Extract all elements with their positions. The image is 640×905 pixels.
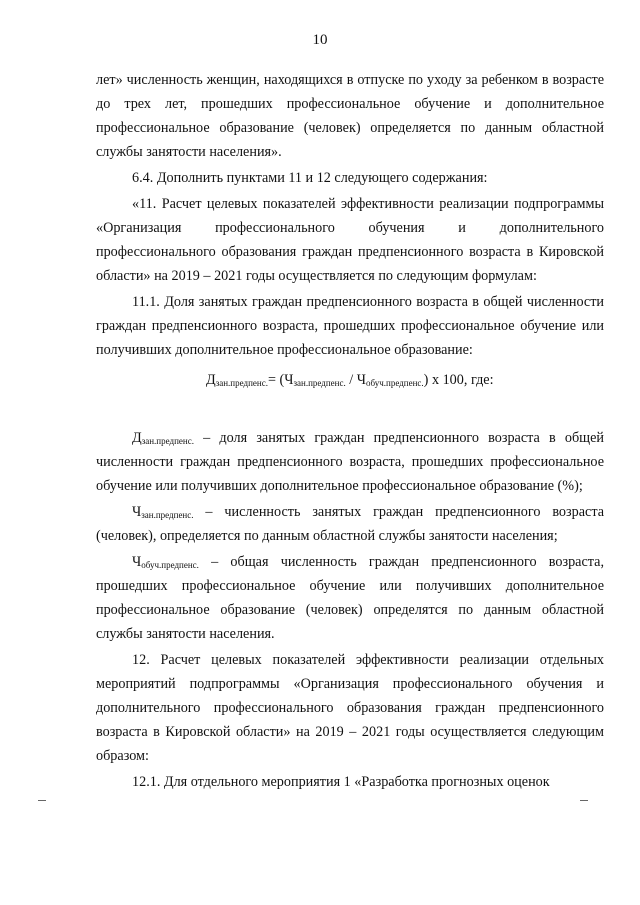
paragraph-12-1: 12.1. Для отдельного мероприятия 1 «Разработка прогнозных оценок	[132, 774, 550, 790]
def-ch-zan-sub: зан.предпенс.	[141, 510, 194, 520]
paragraph-11-1: 11.1. Доля занятых граждан предпенсионного возраста в общей численности граждан предпенсионного возраста, прошедших профессиональное обучение или получивших дополнительное профессиональное образование:	[96, 294, 604, 358]
formula-lhs-symbol: Д	[206, 372, 216, 388]
formula-num-sub: зан.предпенс.	[293, 378, 346, 388]
def-ch-obuch-sub: обуч.предпенс.	[141, 560, 199, 570]
definition-ch-obuch	[96, 550, 604, 646]
formula-tail: ) x 100, где:	[423, 372, 494, 388]
def-ch-obuch-symbol: Ч	[132, 554, 142, 570]
formula-den-symbol: Ч	[356, 372, 367, 388]
formula-slash: /	[345, 372, 357, 388]
formula-den-sub: обуч.предпенс.	[366, 378, 424, 388]
paragraph-12: 12. Расчет целевых показателей эффективности реализации отдельных мероприятий подпрограммы «Организация профессионального обучения и дополнительного профессионального образования граждан предпенсионного возраста в Кировской области» на 2019 – 2021 годы осуществляется следующим образом:	[96, 652, 604, 764]
def-ch-zan-symbol: Ч	[132, 504, 142, 520]
formula-spacer	[96, 392, 604, 426]
scan-artifact-mark	[38, 800, 46, 801]
def-ch-obuch-text: – общая численность граждан предпенсионного возраста, прошедших профессиональное обучение или получивших дополнительное профессиональное образование (человек) определятся по данным областной службы занятости населения.	[96, 554, 604, 642]
formula	[96, 368, 604, 392]
def-d-text: – доля занятых граждан предпенсионного возраста в общей численности граждан предпенсионного возраста, прошедших профессиональное обучение или получивших дополнительное профессиональное образование (%);	[96, 430, 604, 494]
def-ch-zan-text: – численность занятых граждан предпенсионного возраста (человек), определяется по данным областной службы занятости населения;	[96, 504, 604, 544]
def-d-sub: зан.предпенс.	[141, 436, 194, 446]
scan-artifact-mark	[580, 800, 588, 801]
paragraph-continuation: лет» численность женщин, находящихся в отпуске по уходу за ребенком в возрасте до трех лет, прошедших профессиональное обучение и дополнительное профессиональное образование (человек) определяется по данным областной службы занятости населения».	[96, 72, 604, 160]
def-d-symbol: Д	[132, 430, 142, 446]
document-body	[96, 68, 604, 794]
formula-num-symbol: Ч	[284, 372, 294, 388]
paragraph-11: «11. Расчет целевых показателей эффективности реализации подпрограммы «Организация профессионального обучения и дополнительного профессионального образования граждан предпенсионного возраста в Кировской области» на 2019 – 2021 годы осуществляется по следующим формулам:	[96, 196, 604, 284]
definition-ch-zan	[96, 500, 604, 548]
formula-eq: = (	[267, 372, 285, 388]
formula-lhs-sub: зан.предпенс.	[215, 378, 268, 388]
definition-d-zan	[96, 426, 604, 498]
paragraph-6-4: 6.4. Дополнить пунктами 11 и 12 следующего содержания:	[132, 170, 488, 186]
page-number: 10	[312, 32, 328, 48]
